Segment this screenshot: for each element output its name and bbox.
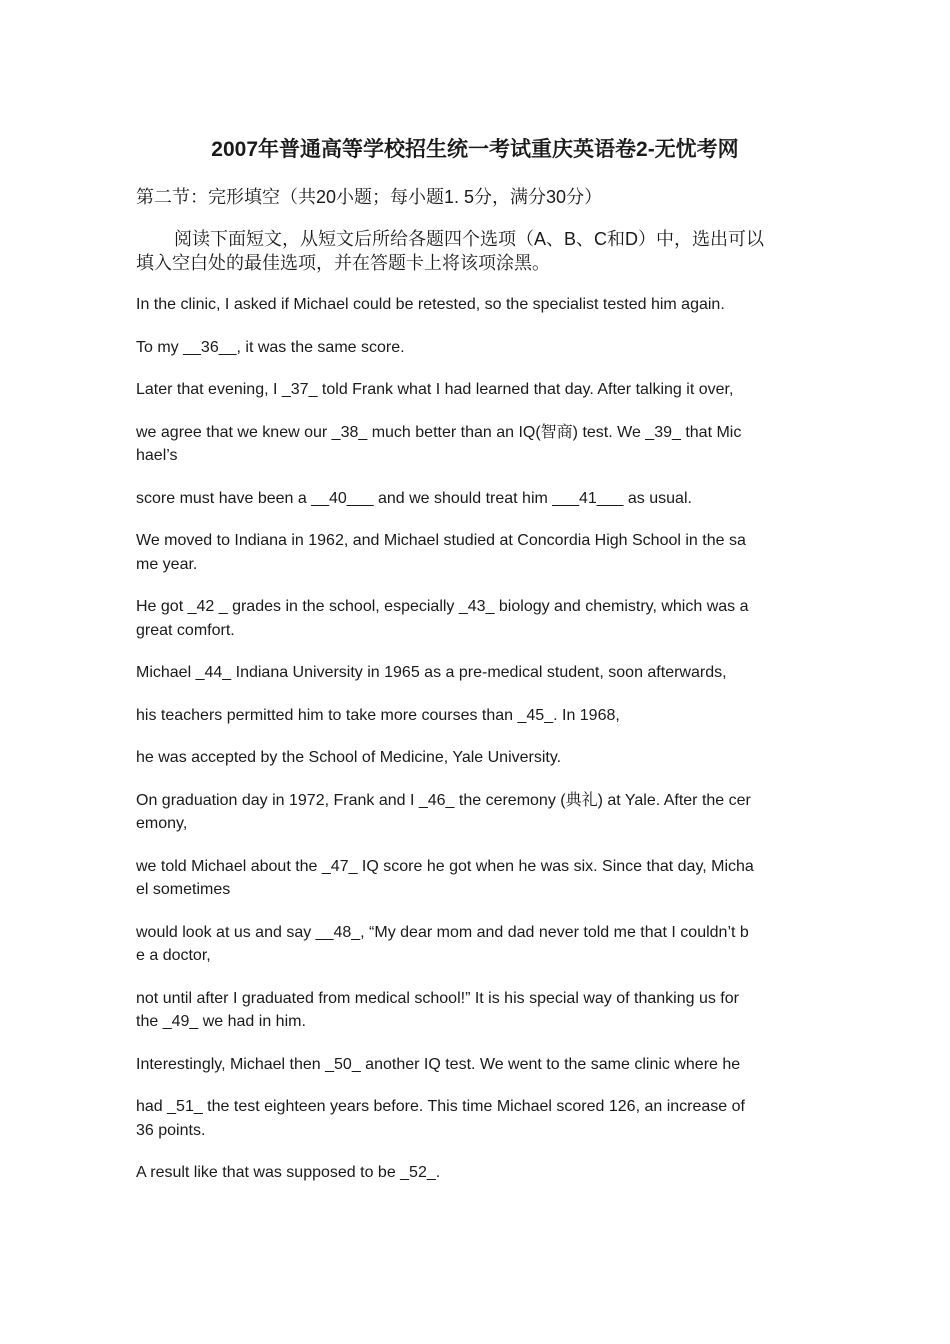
- passage-line: me year.: [136, 555, 198, 573]
- section-heading: 第二节：完形填空（共20小题；每小题1. 5分，满分30分）: [136, 187, 603, 207]
- passage-paragraph: [136, 855, 814, 902]
- passage-paragraph: [136, 1053, 814, 1077]
- passage-paragraph: [136, 987, 814, 1034]
- passage-line: On graduation day in 1972, Frank and I _46_ the ceremony (典礼) at Yale. After the cer: [136, 791, 751, 809]
- passage-line: would look at us and say __48_, “My dear mom and dad never told me that I couldn’t b: [136, 923, 749, 941]
- passage-line: We moved to Indiana in 1962, and Michael studied at Concordia High School in the sa: [136, 532, 746, 549]
- instructions-paragraph: [136, 227, 814, 275]
- passage-line: A result like that was supposed to be _52_.: [136, 1164, 441, 1181]
- passage-line: Michael _44_ Indiana University in 1965 as a pre-medical student, soon afterwards,: [136, 664, 727, 681]
- passage-line: 36 points.: [136, 1121, 206, 1139]
- passage-line: emony,: [136, 815, 188, 832]
- passage-line: great comfort.: [136, 621, 235, 639]
- passage-paragraph: [136, 1095, 814, 1142]
- passage-paragraph: [136, 529, 814, 576]
- passage-line: In the clinic, I asked if Michael could be retested, so the specialist tested him again.: [136, 296, 725, 313]
- passage-paragraph: [136, 704, 814, 728]
- passage-line: we agree that we knew our _38_ much better than an IQ(智商) test. We _39_ that Mic: [136, 423, 742, 441]
- instructions-line: 填入空白处的最佳选项，并在答题卡上将该项涂黑。: [136, 253, 550, 273]
- instructions-line: 阅读下面短文，从短文后所给各题四个选项（A、B、C和D）中，选出可以: [174, 229, 765, 249]
- passage-line: He got _42 _ grades in the school, especially _43_ biology and chemistry, which was a: [136, 598, 749, 615]
- passage-paragraph: [136, 746, 814, 770]
- passage-line: Later that evening, I _37_ told Frank what I had learned that day. After talking it over,: [136, 381, 734, 398]
- passage-paragraph: [136, 789, 814, 836]
- passage-paragraph: [136, 293, 814, 317]
- passage-line: had _51_ the test eighteen years before. This time Michael scored 126, an increase of: [136, 1098, 745, 1115]
- passage-paragraph: [136, 661, 814, 685]
- passage-paragraph: [136, 921, 814, 968]
- passage-line: score must have been a __40___ and we should treat him ___41___ as usual.: [136, 489, 692, 507]
- passage-line: we told Michael about the _47_ IQ score he got when he was six. Since that day, Micha: [136, 857, 754, 875]
- passage-paragraph: [136, 1161, 814, 1185]
- passage-line: To my __36__, it was the same score.: [136, 338, 405, 356]
- passage-paragraph: [136, 336, 814, 360]
- passage-paragraph: [136, 421, 814, 468]
- passage-line: not until after I graduated from medical school!” It is his special way of thanking us for: [136, 989, 739, 1007]
- passage-line: e a doctor,: [136, 947, 211, 964]
- passage-paragraph: [136, 595, 814, 642]
- passage-line: the _49_ we had in him.: [136, 1013, 306, 1030]
- passage-line: hael’s: [136, 447, 178, 464]
- passage-paragraph: [136, 378, 814, 402]
- passage-line: Interestingly, Michael then _50_ another IQ test. We went to the same clinic where he: [136, 1055, 741, 1073]
- passage-paragraph: [136, 487, 814, 511]
- document-title: 2007年普通高等学校招生统一考试重庆英语卷2-无忧考网: [211, 138, 739, 161]
- passage-line: he was accepted by the School of Medicine, Yale University.: [136, 749, 562, 766]
- passage-line: his teachers permitted him to take more courses than _45_. In 1968,: [136, 706, 620, 724]
- passage-line: el sometimes: [136, 881, 231, 898]
